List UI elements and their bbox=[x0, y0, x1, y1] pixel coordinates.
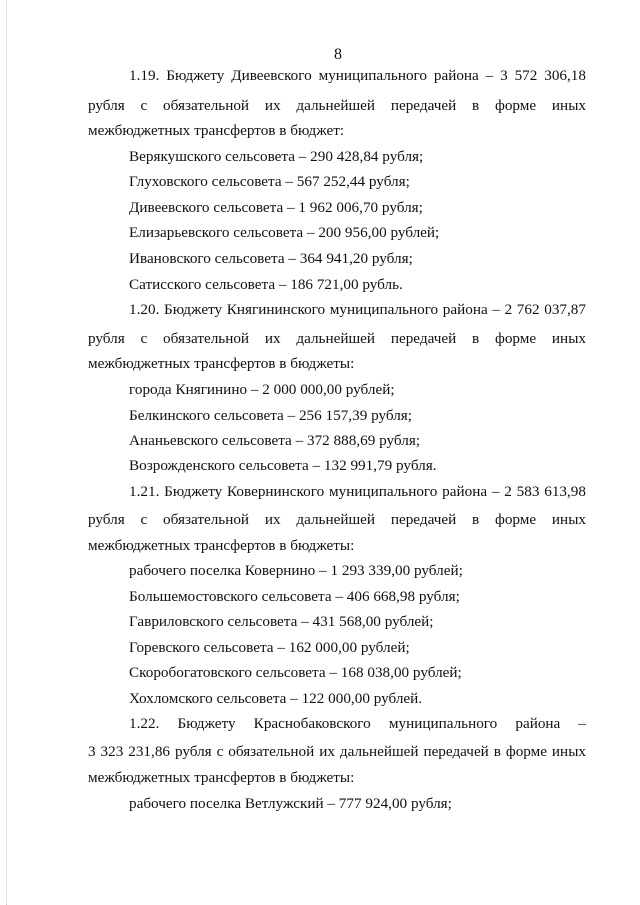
section-1-22-heading-line-1: 1.22. Бюджету Краснобаковского муниципального района – bbox=[129, 715, 586, 732]
list-item: рабочего поселка Ковернино – 1 293 339,00 рублей; bbox=[129, 562, 463, 579]
list-item: Ивановского сельсовета – 364 941,20 рубля; bbox=[129, 250, 413, 267]
section-1-21-heading-line-1: 1.21. Бюджету Ковернинского муниципального района – 2 583 613,98 bbox=[129, 483, 586, 500]
list-item: Верякушского сельсовета – 290 428,84 рубля; bbox=[129, 148, 424, 165]
list-item: Ананьевского сельсовета – 372 888,69 рубля; bbox=[129, 432, 421, 449]
list-item: Сатисского сельсовета – 186 721,00 рубль. bbox=[129, 276, 403, 293]
list-item: Глуховского сельсовета – 567 252,44 рубля; bbox=[129, 173, 410, 190]
list-item: Скоробогатовского сельсовета – 168 038,00 рублей; bbox=[129, 664, 462, 681]
section-1-20-heading-line-1: 1.20. Бюджету Княгининского муниципального района – 2 762 037,87 bbox=[129, 301, 586, 318]
list-item: Белкинского сельсовета – 256 157,39 рубля; bbox=[129, 407, 412, 424]
list-item: Дивеевского сельсовета – 1 962 006,70 рубля; bbox=[129, 199, 423, 216]
list-item: Гавриловского сельсовета – 431 568,00 рублей; bbox=[129, 613, 434, 630]
section-1-20-heading-line-2: рубля с обязательной их дальнейшей передачей в форме иных bbox=[88, 330, 586, 347]
list-item: города Княгинино – 2 000 000,00 рублей; bbox=[129, 381, 395, 398]
section-1-19-heading-line-3: межбюджетных трансфертов в бюджет: bbox=[88, 122, 345, 139]
page-number: 8 bbox=[334, 46, 342, 63]
section-1-19-heading-line-2: рубля с обязательной их дальнейшей передачей в форме иных bbox=[88, 97, 586, 114]
section-1-22-heading-line-2: 3 323 231,86 рубля с обязательной их дальнейшей передачей в форме иных bbox=[88, 743, 586, 760]
list-item: Елизарьевского сельсовета – 200 956,00 рублей; bbox=[129, 224, 440, 241]
list-item: рабочего поселка Ветлужский – 777 924,00 рубля; bbox=[129, 795, 452, 812]
section-1-21-heading-line-2: рубля с обязательной их дальнейшей передачей в форме иных bbox=[88, 511, 586, 528]
section-1-19-heading-line-1: 1.19. Бюджету Дивеевского муниципального района – 3 572 306,18 bbox=[129, 67, 586, 84]
list-item: Большемостовского сельсовета – 406 668,98 рубля; bbox=[129, 588, 460, 605]
section-1-20-heading-line-3: межбюджетных трансфертов в бюджеты: bbox=[88, 355, 355, 372]
list-item: Горевского сельсовета – 162 000,00 рублей; bbox=[129, 639, 410, 656]
list-item: Возрожденского сельсовета – 132 991,79 рубля. bbox=[129, 457, 437, 474]
list-item: Хохломского сельсовета – 122 000,00 рублей. bbox=[129, 690, 423, 707]
section-1-21-heading-line-3: межбюджетных трансфертов в бюджеты: bbox=[88, 537, 355, 554]
section-1-22-heading-line-3: межбюджетных трансфертов в бюджеты: bbox=[88, 769, 355, 786]
scan-edge-line bbox=[6, 0, 8, 905]
